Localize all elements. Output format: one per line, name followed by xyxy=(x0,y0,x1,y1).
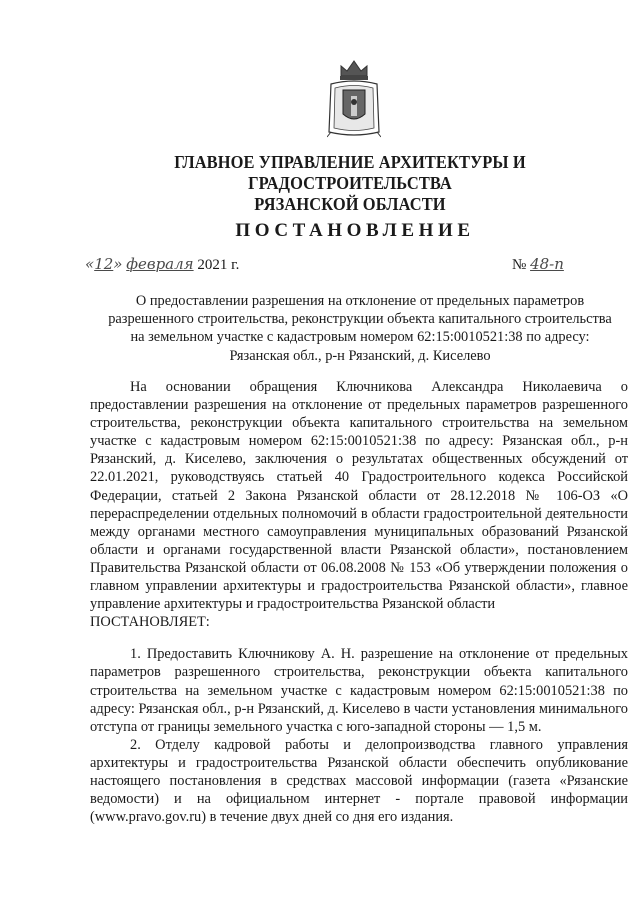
date-open-quote: « xyxy=(85,255,95,273)
date-day: 12 xyxy=(94,255,114,273)
date-close-quote: » xyxy=(113,255,123,273)
subject-line-4: Рязанская обл., р-н Рязанский, д. Киселево xyxy=(229,347,491,364)
coat-of-arms-emblem xyxy=(327,58,381,138)
subject-line-1: О предоставлении разрешения на отклонение от предельных параметров xyxy=(135,293,585,309)
subject-line-2: разрешенного строительства, реконструкции объекта капитального строительства xyxy=(108,311,612,328)
document-date xyxy=(85,255,239,274)
decision-item-2: 2. Отделу кадровой работы и делопроизводства главного управления архитектуры и градостроительства Рязанской области обеспечить опубликование настоящего постановления в средствах массовой информации (газета «Рязанские ведомости) и на официальном интернет - портале правовой информации (www.pravo.gov.ru) в течение двух дней со дня его издания. xyxy=(90,736,628,826)
issuing-authority-line-2: РЯЗАНСКОЙ ОБЛАСТИ xyxy=(254,194,446,214)
subject-line-3: на земельном участке с кадастровым номером 62:15:0010521:38 по адресу: xyxy=(130,329,590,346)
issuing-authority-line-1: ГЛАВНОЕ УПРАВЛЕНИЕ АРХИТЕКТУРЫ И ГРАДОСТРОИТЕЛЬСТВА xyxy=(174,152,526,193)
issuing-authority xyxy=(77,152,622,215)
document-number xyxy=(512,255,564,274)
date-year: 2021 г. xyxy=(197,257,240,273)
preamble-paragraph: На основании обращения Ключникова Александра Николаевича о предоставлении разрешения на отклонение от предельных параметров разрешенного строительства, реконструкции объекта капитального строительства на земельном участке с кадастровым номером 62:15:0010521:38 по адресу: Рязанская обл., р-н Рязанский, д. Киселево, заключения о результатах общественных обсуждений от 22.01.2021, руководствуясь статьей 40 Градостроительного кодекса Российской Федерации, статьей 2 Закона Рязанской области от 28.12.2018 № 106-ОЗ «О перераспределении отдельных полномочий в области градостроительной деятельности между органами местного самоуправления муниципальных образований Рязанской области и органами государственной власти Рязанской области», постановлением Правительства Рязанской области от 06.08.2008 № 153 «Об утверждении положения о главном управлении архитектуры и градостроительства Рязанской области», главное управление архитектуры и градостроительства Рязанской области xyxy=(90,379,628,613)
decision-item-1: 1. Предоставить Ключникову А. Н. разрешение на отклонение от предельных параметров разрешенного строительства, реконструкции объекта капитального строительства на земельном участке с кадастровым номером 62:15:0010521:38 по адресу: Рязанская обл., р-н Рязанский, д. Киселево в части установления минимального отступа от границы земельного участка с юго-западной стороны — 1,5 м. xyxy=(90,646,628,735)
date-month: февраля xyxy=(126,255,194,273)
document-type-title: ПОСТАНОВЛЕНИЕ xyxy=(235,220,475,241)
document-body xyxy=(90,378,628,826)
number-label: № xyxy=(512,257,527,273)
number-value: 48-п xyxy=(530,255,564,273)
decree-word: ПОСТАНОВЛЯЕТ: xyxy=(90,614,210,631)
document-subject xyxy=(90,292,630,365)
